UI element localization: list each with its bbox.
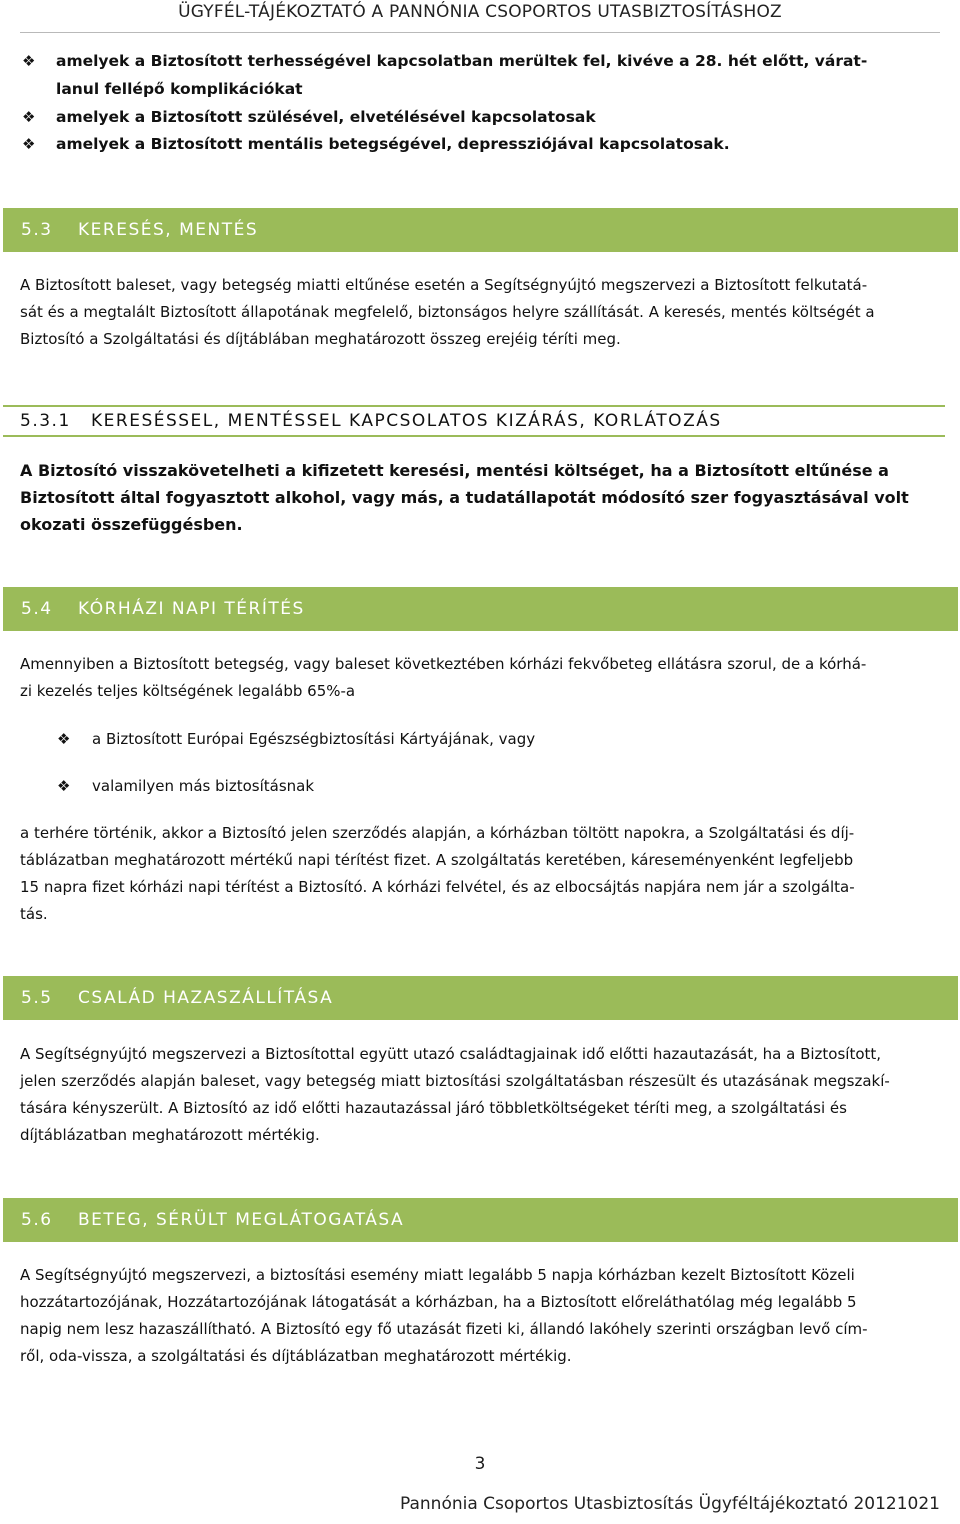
- paragraph-5-4-intro: [20, 651, 940, 705]
- section-heading-5-5: [3, 976, 958, 1020]
- section-heading-5-3: [3, 208, 958, 252]
- text-line: jelen szerződés alapján baleset, vagy betegség miatt biztosítási szolgáltatásban részesült és utazásának megszakí-: [20, 1072, 890, 1090]
- section-title: KERESÉS, MENTÉS: [78, 220, 259, 240]
- text-line: sát és a megtalált Biztosított állapotának megfelelő, biztonságos helyre szállítását. A keresés, mentés költségét a: [20, 303, 875, 321]
- section-number: 5.5: [21, 988, 53, 1008]
- text-line: Amennyiben a Biztosított betegség, vagy baleset következtében kórházi fekvőbeteg ellátásra szorul, de a kórhá-: [20, 655, 867, 673]
- text-line: hozzátartozójának, Hozzátartozójának látogatását a kórházban, ha a Biztosított előreláthatólag még legalább 5: [20, 1293, 857, 1311]
- page-footer: Pannónia Csoportos Utasbiztosítás Ügyféltájékoztató 20121021: [400, 1494, 940, 1514]
- text-line: táblázatban meghatározott mértékű napi térítést fizet. A szolgáltatás keretében, káreseményenként legfeljebb: [20, 851, 854, 869]
- page-header: ÜGYFÉL-TÁJÉKOZTATÓ A PANNÓNIA CSOPORTOS UTASBIZTOSÍTÁSHOZ: [178, 2, 782, 22]
- text-line: 15 napra fizet kórházi napi térítést a Biztosító. A kórházi felvétel, és az elbocsájtás napjára nem jár a szolgálta-: [20, 878, 855, 896]
- section-number: 5.4: [21, 599, 53, 619]
- header-divider: [20, 32, 940, 33]
- text-line: a terhére történik, akkor a Biztosító jelen szerződés alapján, a kórházban töltött napokra, a Szolgáltatási és díj-: [20, 824, 855, 842]
- bullet-icon: ❖: [57, 730, 71, 748]
- text-line: A Biztosító visszakövetelheti a kifizetett keresési, mentési költséget, ha a Biztosított eltűnése a: [20, 461, 889, 480]
- text-line: zi kezelés teljes költségének legalább 65%-a: [20, 682, 356, 700]
- text-line: A Biztosított baleset, vagy betegség miatti eltűnése esetén a Segítségnyújtó megszervezi a Biztosított felkutatá-: [20, 276, 868, 294]
- section-heading-5-6: [3, 1198, 958, 1242]
- text-line: Biztosított által fogyasztott alkohol, vagy más, a tudatállapotát módosító szer fogyasztásával volt: [20, 488, 909, 507]
- text-line: napig nem lesz hazaszállítható. A Biztosító egy fő utazását fizeti ki, állandó lakóhely szerinti országban levő cím-: [20, 1320, 868, 1338]
- bullet-icon: ❖: [22, 135, 36, 153]
- section-number: 5.3: [21, 220, 53, 240]
- section-title: BETEG, SÉRÜLT MEGLÁTOGATÁSA: [78, 1210, 405, 1230]
- subsection-heading-5-3-1: [3, 405, 945, 437]
- text-line: Biztosító a Szolgáltatási és díjtáblában meghatározott összeg erejéig téríti meg.: [20, 330, 621, 348]
- paragraph-5-4-outro: [20, 820, 940, 928]
- list-item: amelyek a Biztosított terhességével kapcsolatban merültek fel, kivéve a 28. hét előtt, várat-: [56, 52, 868, 70]
- list-item: amelyek a Biztosított szülésével, elvetélésével kapcsolatosak: [56, 108, 596, 126]
- paragraph-5-3: [20, 272, 940, 353]
- section-title: KERESÉSSEL, MENTÉSSEL KAPCSOLATOS KIZÁRÁS, KORLÁTOZÁS: [91, 411, 722, 431]
- paragraph-5-5: [20, 1041, 940, 1149]
- list-item: a Biztosított Európai Egészségbiztosítási Kártyájának, vagy: [92, 730, 536, 748]
- text-line: A Segítségnyújtó megszervezi, a biztosítási esemény miatt legalább 5 napja kórházban kezelt Biztosított Közeli: [20, 1266, 855, 1284]
- list-item: valamilyen más biztosításnak: [92, 777, 315, 795]
- text-line: okozati összefüggésben.: [20, 515, 243, 534]
- list-item: amelyek a Biztosított mentális betegségével, depressziójával kapcsolatosak.: [56, 135, 730, 153]
- text-line: tás.: [20, 905, 48, 923]
- section-title: CSALÁD HAZASZÁLLÍTÁSA: [78, 988, 334, 1008]
- text-line: A Segítségnyújtó megszervezi a Biztosítottal együtt utazó családtagjainak idő előtti hazautazását, ha a Biztosított,: [20, 1045, 882, 1063]
- text-line: tására kényszerült. A Biztosító az idő előtti hazautazással járó többletköltségeket téríti meg, a szolgáltatási és: [20, 1099, 847, 1117]
- text-line: ről, oda-vissza, a szolgáltatási és díjtáblázatban meghatározott mértékig.: [20, 1347, 572, 1365]
- section-number: 5.3.1: [20, 411, 71, 431]
- paragraph-5-6: [20, 1262, 940, 1370]
- bullet-icon: ❖: [22, 108, 36, 126]
- list-item-continuation: lanul fellépő komplikációkat: [56, 80, 303, 98]
- page-number: 3: [474, 1454, 486, 1474]
- text-line: díjtáblázatban meghatározott mértékig.: [20, 1126, 320, 1144]
- bullet-icon: ❖: [22, 52, 36, 70]
- bullet-icon: ❖: [57, 777, 71, 795]
- section-number: 5.6: [21, 1210, 53, 1230]
- paragraph-5-3-1: [20, 457, 940, 538]
- section-title: KÓRHÁZI NAPI TÉRÍTÉS: [78, 599, 305, 619]
- section-heading-5-4: [3, 587, 958, 631]
